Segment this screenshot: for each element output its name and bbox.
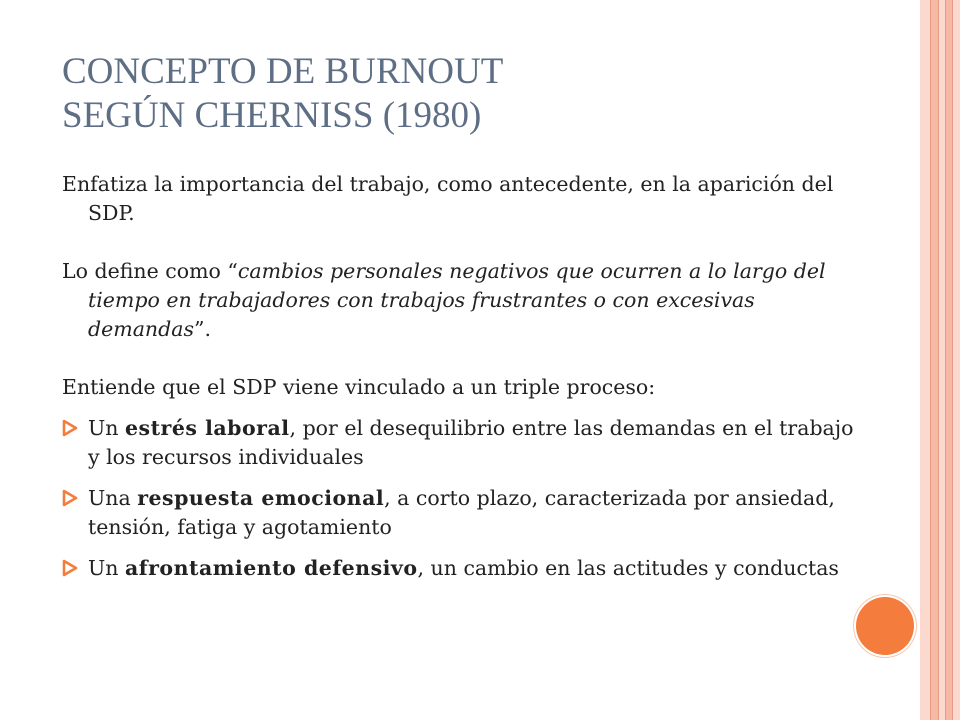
slide-body [62,170,862,583]
bullet-bold: afrontamiento defensivo [125,556,418,580]
decorative-line [930,0,931,720]
bullet-rest: , un cambio en las actitudes y conductas [417,556,839,580]
bullet-bold: estrés laboral [125,416,290,440]
bullet-prefix: Una [88,486,138,510]
decorative-line [938,0,939,720]
title-line-1: CONCEPTO DE BURNOUT [62,51,504,92]
decorative-line [952,0,953,720]
triangle-bullet-icon [62,559,78,577]
bullet-bold: respuesta emocional [137,486,385,510]
paragraph-2 [62,257,862,344]
decorative-band [931,0,938,720]
decorative-band [952,0,960,720]
bullet-prefix: Un [88,416,125,440]
bullet-rest: , a corto plazo, caracterizada por ansiedad, tensión, fatiga y agotamiento [88,486,835,539]
bullet-item [62,484,862,542]
paragraph-2-quote: cambios personales negativos que ocurren a lo largo del tiempo en trabajadores con trabajos frustrantes o con excesivas demandas [88,259,826,341]
decorative-line [945,0,946,720]
bullet-rest: , por el desequilibrio entre las demandas en el trabajo y los recursos individuales [88,416,854,469]
bullet-item [62,554,862,583]
slide-title [62,50,822,138]
paragraph-2-suffix: ”. [193,317,211,341]
title-line-2: SEGÚN CHERNISS (1980) [62,95,482,136]
orange-circle-icon [856,597,914,655]
paragraph-2-prefix: Lo define como “ [62,259,238,283]
paragraph-1: Enfatiza la importancia del trabajo, como antecedente, en la aparición del SDP. [62,172,834,225]
paragraph-3: Entiende que el SDP viene vinculado a un triple proceso: [62,375,656,399]
bullet-item [62,414,862,472]
bullet-prefix: Un [88,556,125,580]
triangle-bullet-icon [62,419,78,437]
triangle-bullet-icon [62,489,78,507]
